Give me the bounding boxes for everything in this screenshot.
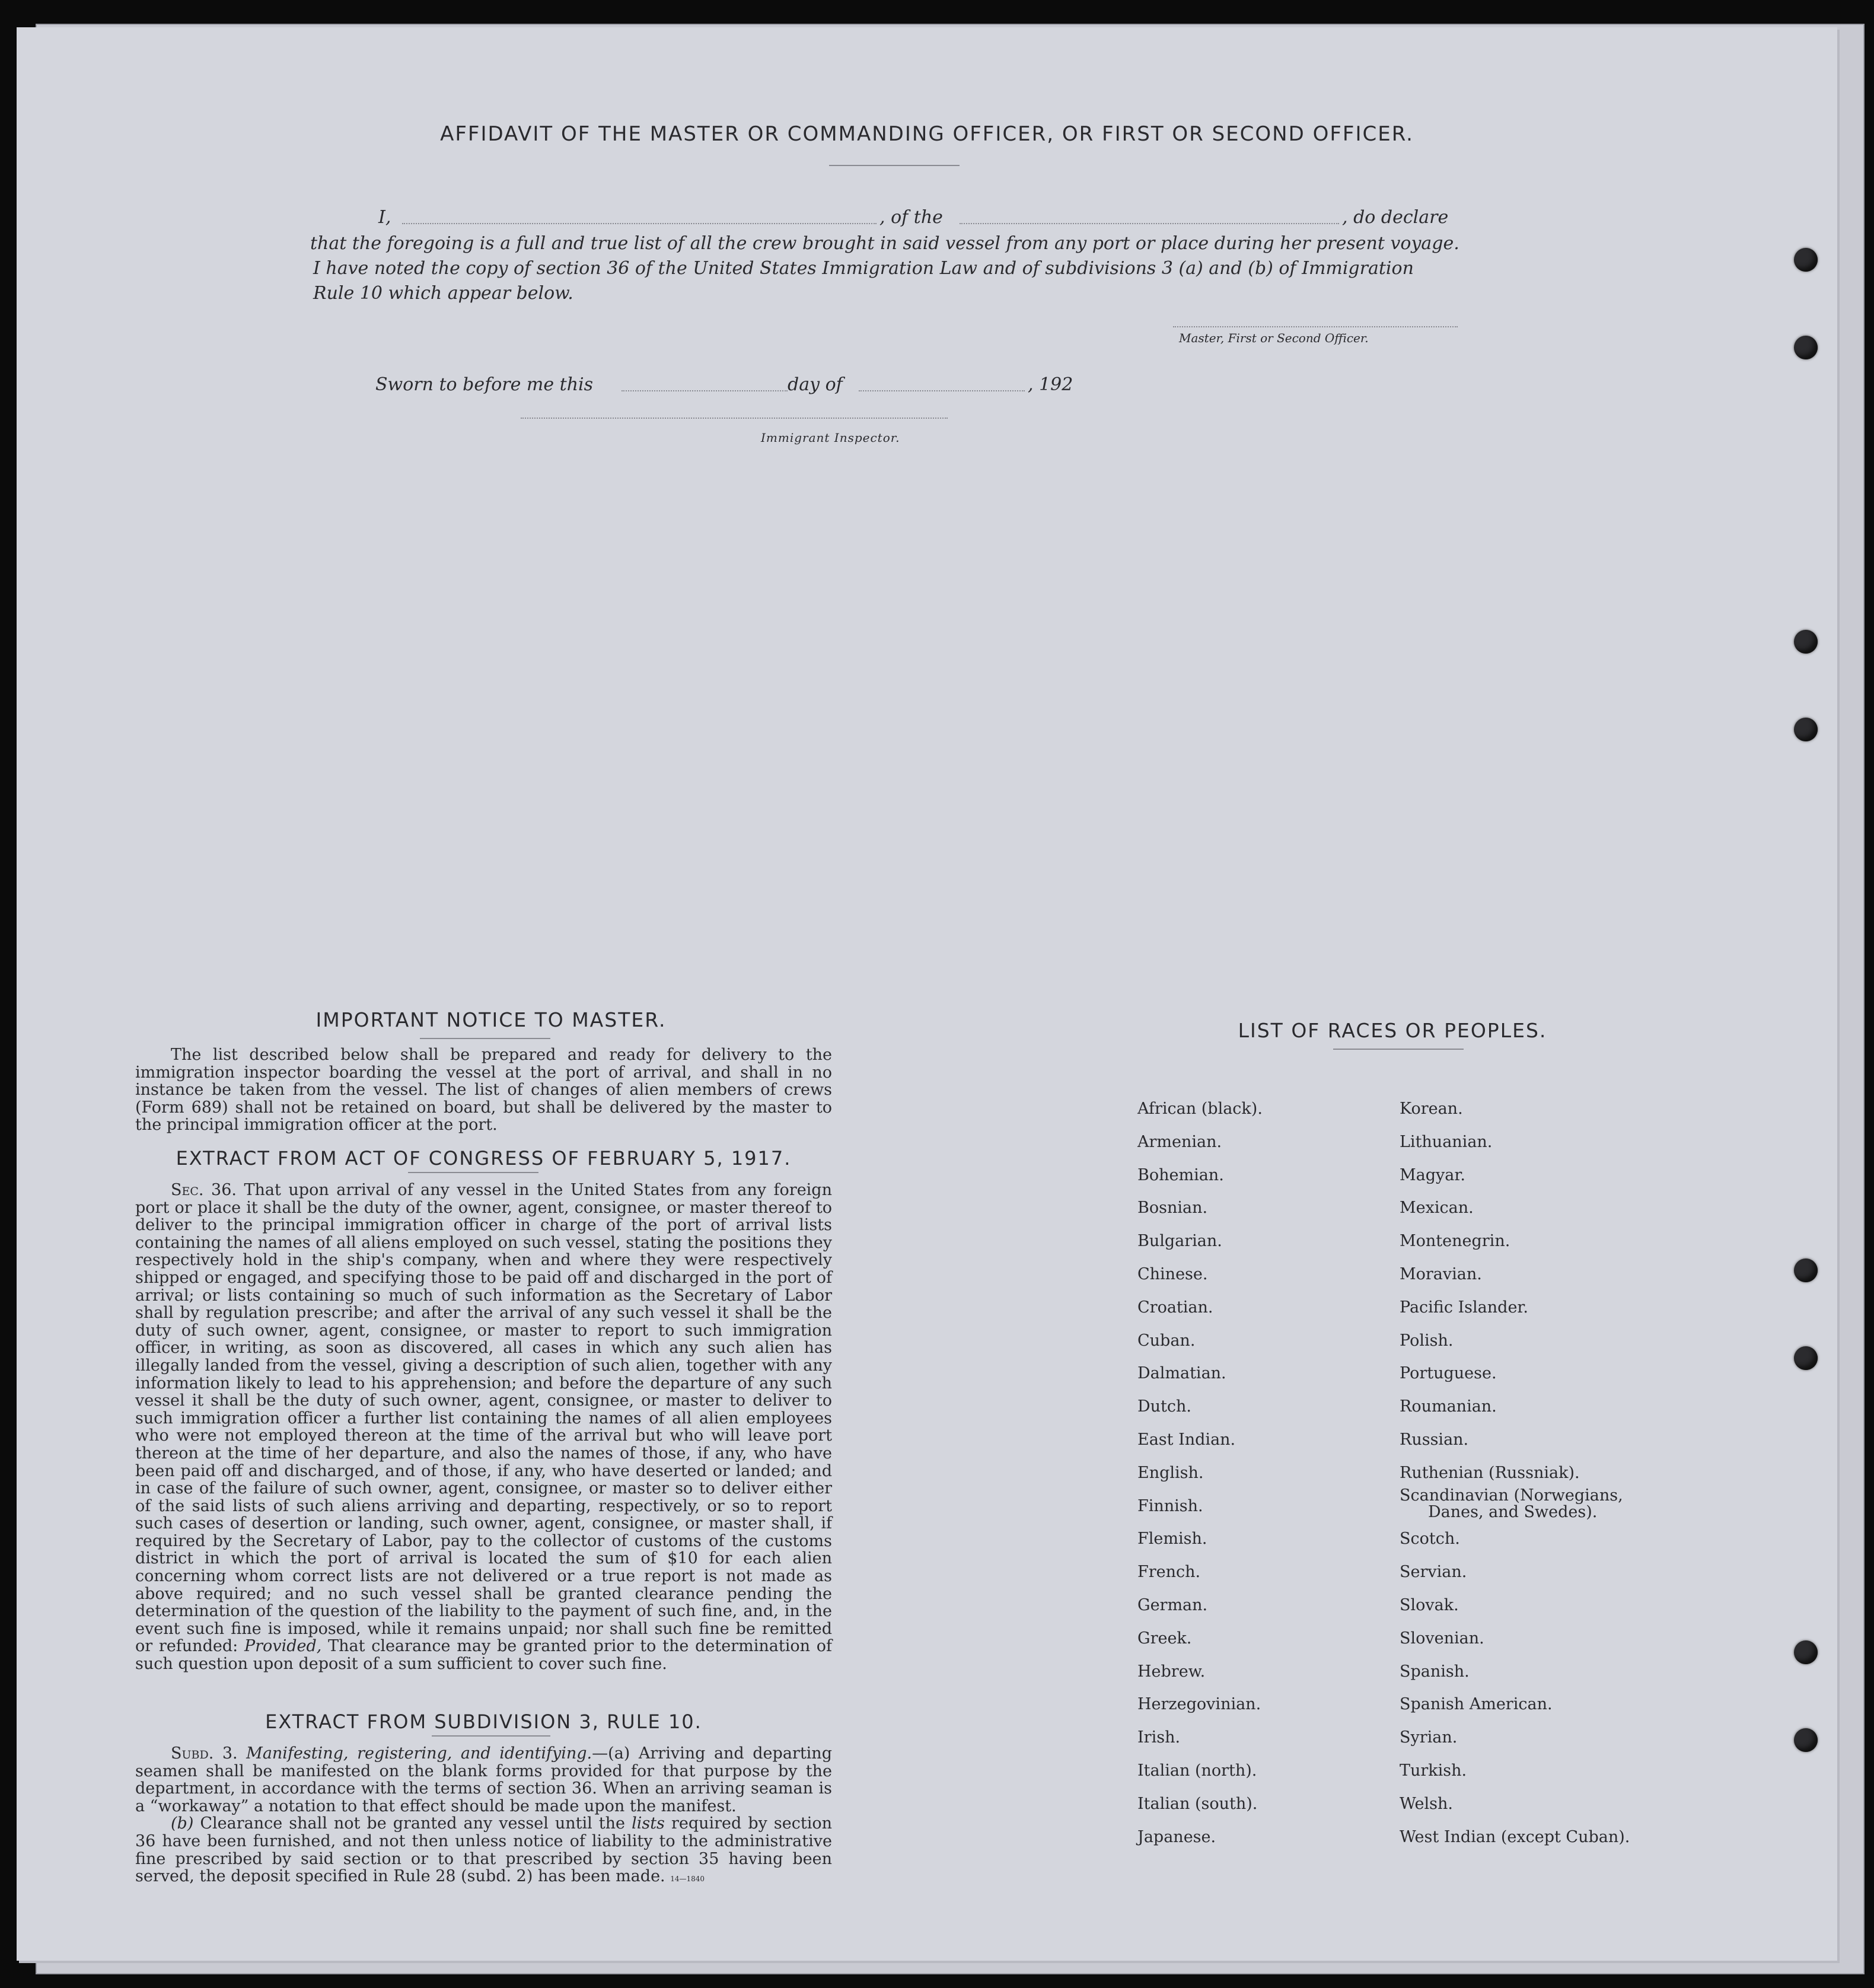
race-item: Russian.: [1400, 1431, 1469, 1449]
section-36-text: [135, 1181, 832, 1673]
punch-hole: [1794, 1728, 1818, 1752]
section-label: Sec. 36.: [171, 1181, 237, 1199]
race-item: Italian (north).: [1137, 1761, 1257, 1780]
subd-b-pre: Clearance shall not be granted any vessel until the: [200, 1814, 626, 1833]
race-item: Moravian.: [1400, 1265, 1482, 1283]
race-item: West Indian (except Cuban).: [1400, 1827, 1630, 1846]
affidavit-title: AFFIDAVIT OF THE MASTER OR COMMANDING OFFICER, OR FIRST OR SECOND OFFICER.: [440, 122, 1414, 146]
section-36-paragraph: [135, 1181, 832, 1673]
race-item: Slovenian.: [1400, 1629, 1484, 1648]
race-item: Armenian.: [1137, 1132, 1222, 1151]
notice-paragraph: The list described below shall be prepared and ready for delivery to the immigration inspector boarding the vessel at the port of arrival, and shall in no instance be taken from the vessel. The list of changes of alien members of crews (Form 689) shall not be retained on board, but shall be delivered by the master to the principal immigration officer at the port.: [135, 1046, 832, 1135]
do-declare-label: , do declare: [1342, 207, 1449, 228]
master-signature-field[interactable]: [1173, 326, 1458, 327]
day-of-label: day of: [788, 374, 843, 395]
race-item: Bosnian.: [1137, 1199, 1208, 1218]
race-item: Roumanian.: [1400, 1397, 1497, 1416]
race-item: Cuban.: [1137, 1331, 1196, 1350]
race-item: Japanese.: [1137, 1827, 1216, 1846]
race-item: Pacific Islander.: [1400, 1298, 1528, 1317]
subd-heading: Manifesting, registering, and identifying.: [246, 1744, 592, 1763]
punch-hole: [1794, 248, 1818, 272]
race-item: Bulgarian.: [1137, 1232, 1222, 1251]
document-page: [17, 27, 1837, 1961]
declarant-label: I,: [378, 207, 391, 228]
race-item: Portuguese.: [1400, 1364, 1497, 1383]
subd-b-lists: lists: [632, 1814, 665, 1833]
race-item: Lithuanian.: [1400, 1132, 1493, 1151]
race-item: Dutch.: [1137, 1397, 1191, 1416]
vessel-name-field[interactable]: [960, 223, 1339, 224]
race-item: Croatian.: [1137, 1298, 1213, 1317]
notice-text: [135, 1046, 832, 1134]
race-item: Italian (south).: [1137, 1794, 1258, 1813]
race-item: French.: [1137, 1563, 1201, 1582]
race-item: Syrian.: [1400, 1728, 1458, 1747]
print-code: 14—1840: [670, 1875, 705, 1884]
race-item: Irish.: [1137, 1728, 1181, 1747]
race-item: Servian.: [1400, 1563, 1467, 1582]
race-item: Scandinavian (Norwegians,: [1400, 1486, 1623, 1505]
race-item: East Indian.: [1137, 1431, 1236, 1449]
title-underline: [829, 165, 960, 166]
race-item: Greek.: [1137, 1629, 1192, 1648]
year-label: , 192: [1028, 374, 1073, 395]
subd-a-text: —(a) Arriving and departing seamen shall be manifested on the blank forms provided for that purpose by the department, in accordance with the terms of section 36. When an arriving seaman is a “workaway” a notation to that effect should be made upon the manifest.: [135, 1744, 832, 1815]
extract-act-title: EXTRACT FROM ACT OF CONGRESS OF FEBRUARY 5, 1917.: [176, 1147, 792, 1170]
section-36-body: That upon arrival of any vessel in the United States from any foreign port or place it shall be the duty of the owner, agent, consignee, or master thereof to deliver to the principal immigration officer in charge of the port of arrival lists containing the names of all aliens employed on such vessel, stating the positions they respectively hold in the ship's company, when and where they were respectively shipped or engaged, and specifying those to be paid off and discharged in the port of arrival; or lists containing so much of such information as the Secretary of Labor shall by regulation prescribe; and after the arrival of any such vessel it shall be the duty of such owner, agent, consignee, or master to report to such immigration officer, in writing, as soon as discovered, all cases in which any such alien has illegally landed from the vessel, giving a description of such alien, together with any information likely to lead to his apprehension; and before the departure of any such vessel it shall be the duty of such owner, agent, consignee, or master to deliver to such immigration officer a further list containing the names of all alien employees who were not employed thereon at the time of the arrival but who will leave port thereon at the time of her departure, and also the names of those, if any, who have been paid off and discharged, and of those, if any, who have deserted or landed; and in case of the failure of such owner, agent, consignee, or master so to deliver either of the said lists of such aliens arriving and departing, respectively, or so to report such cases of desertion or landing, such owner, agent, consignee, or master shall, if required by the Secretary of Labor, pay to the collector of customs of the customs district in which the port of arrival is located the sum of $10 for each alien concerning whom correct lists are not delivered or a true report is not made as above required; and no such vessel shall be granted clearance pending the determination of the question of the liability to the payment of such fine, and, in the event such fine is imposed, while it remains unpaid; nor shall such fine be remitted or refunded:: [135, 1181, 832, 1656]
race-item: Bohemian.: [1137, 1165, 1224, 1184]
race-item: Herzegovinian.: [1137, 1695, 1261, 1714]
declaration-line-3: I have noted the copy of section 36 of the United States Immigration Law and of subdivisions 3 (a) and (b) of Immigration: [313, 258, 1414, 279]
punch-hole: [1794, 630, 1818, 654]
subd-label: Subd. 3.: [171, 1744, 238, 1763]
race-item: Finnish.: [1137, 1496, 1203, 1515]
race-item: Scotch.: [1400, 1530, 1460, 1549]
sworn-label: Sworn to before me this: [375, 374, 594, 395]
punch-hole: [1794, 336, 1818, 359]
race-item: Polish.: [1400, 1331, 1454, 1350]
race-item: Spanish.: [1400, 1662, 1470, 1681]
races-title: LIST OF RACES OR PEOPLES.: [1238, 1019, 1547, 1042]
race-item: Montenegrin.: [1400, 1232, 1510, 1251]
race-item: Welsh.: [1400, 1794, 1453, 1813]
sworn-day-field[interactable]: [622, 390, 788, 391]
race-item: Hebrew.: [1137, 1662, 1206, 1681]
section-36-end: That clearance may be granted prior to the determination of such question upon deposit of a sum sufficient to cover such fine.: [135, 1637, 832, 1674]
race-item: Chinese.: [1137, 1265, 1208, 1283]
punch-hole: [1794, 1640, 1818, 1664]
notice-title: IMPORTANT NOTICE TO MASTER.: [315, 1008, 667, 1031]
master-signature-caption: Master, First or Second Officer.: [1179, 331, 1369, 345]
inspector-caption: Immigrant Inspector.: [761, 431, 900, 445]
inspector-signature-field[interactable]: [521, 418, 948, 419]
race-item: German.: [1137, 1596, 1208, 1614]
race-item: Ruthenian (Russniak).: [1400, 1463, 1580, 1482]
extract-rule-underline: [432, 1735, 550, 1737]
race-item: Slovak.: [1400, 1596, 1459, 1614]
declarant-name-field[interactable]: [402, 223, 877, 224]
race-item: Korean.: [1400, 1100, 1463, 1118]
declaration-line-2: that the foregoing is a full and true list of all the crew brought in said vessel from any port or place during her present voyage.: [310, 233, 1459, 254]
punch-hole: [1794, 1346, 1818, 1370]
race-item-continuation: Danes, and Swedes).: [1428, 1502, 1598, 1521]
subd-b-post: required by section 36 have been furnished, and not then unless notice of liability to the administrative fine prescribed by said section or to that prescribed by section 35 having been served, the deposit specified in Rule 28 (subd. 2) has been made.: [135, 1814, 832, 1886]
subd-b-label: (b): [171, 1814, 194, 1833]
extract-rule-title: EXTRACT FROM SUBDIVISION 3, RULE 10.: [265, 1710, 702, 1733]
race-item: Spanish American.: [1400, 1695, 1553, 1714]
declaration-line-4: Rule 10 which appear below.: [313, 283, 573, 304]
race-item: Flemish.: [1137, 1530, 1207, 1549]
sworn-month-field[interactable]: [859, 390, 1025, 391]
races-underline: [1333, 1049, 1464, 1050]
race-item: Dalmatian.: [1137, 1364, 1226, 1383]
extract-act-underline: [408, 1172, 538, 1173]
notice-underline: [420, 1038, 550, 1039]
punch-hole: [1794, 1259, 1818, 1282]
subd-a-paragraph: [135, 1745, 832, 1815]
race-item: Mexican.: [1400, 1199, 1474, 1218]
race-item: English.: [1137, 1463, 1204, 1482]
subd-b-paragraph: [135, 1815, 832, 1888]
race-item: Turkish.: [1400, 1761, 1467, 1780]
proviso-word: Provided,: [244, 1637, 322, 1656]
race-item: African (black).: [1137, 1100, 1263, 1118]
of-the-label: , of the: [879, 207, 943, 228]
race-item: Magyar.: [1400, 1165, 1465, 1184]
rule-10-text: [135, 1745, 832, 1888]
punch-hole: [1794, 718, 1818, 741]
